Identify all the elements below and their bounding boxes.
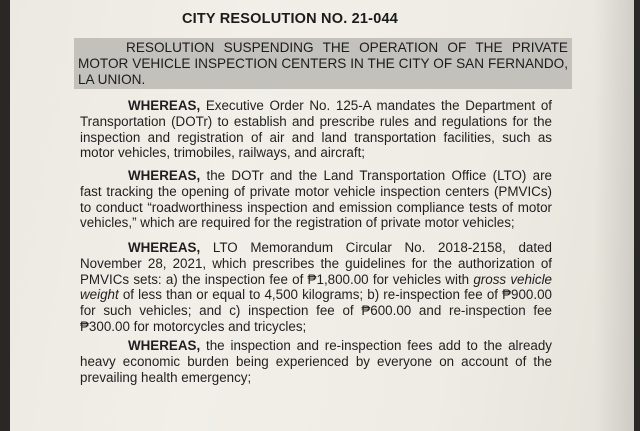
whereas-clause-3 bbox=[80, 240, 552, 335]
clause-text: Executive Order No. 125-A mandates the Department of Transportation (DOTr) to establish and prescribe rules and regulations for the inspection and registration of air and land transportation facilities, such as motor vehicles, trimobiles, railways, and aircraft; bbox=[80, 98, 552, 161]
document-title: CITY RESOLUTION NO. 21-044 bbox=[181, 11, 399, 27]
clause-text-part-2: of less than or equal to 4,500 kilograms; b) re-inspection fee of ₱900.00 for such vehicles; and c) inspection fee of ₱600.00 and re-inspection fee ₱300.00 for motorcycles and tricycles; bbox=[80, 287, 552, 334]
clause-text: the DOTr and the Land Transportation Office (LTO) are fast tracking the opening of private motor vehicle inspection centers (PMVICs) to conduct “roadworthiness inspection and emission compliance tests of motor vehicles,” which are required for the registration of private motor vehicles; bbox=[80, 168, 552, 231]
resolution-title bbox=[74, 38, 572, 89]
clause-text: the inspection and re-inspection fees add to the already heavy economic burden being experienced by everyone on account of the prevailing health emergency; bbox=[80, 338, 552, 385]
whereas-clause-1 bbox=[80, 98, 552, 161]
clause-emphasis: gross vehicle weight bbox=[80, 271, 552, 303]
whereas-clause-4 bbox=[80, 338, 552, 385]
clause-lead: WHEREAS, bbox=[128, 240, 201, 255]
resolution-title-text: RESOLUTION SUSPENDING THE OPERATION OF THE PRIVATE MOTOR VEHICLE INSPECTION CENTERS IN THE CITY OF SAN FERNANDO, LA UNION. bbox=[78, 40, 568, 87]
whereas-clause-2 bbox=[80, 168, 552, 231]
clause-lead: WHEREAS, bbox=[128, 338, 201, 353]
document-page bbox=[10, 0, 634, 431]
clause-lead: WHEREAS, bbox=[128, 168, 201, 183]
page-edge-shadow bbox=[594, 0, 634, 431]
clause-lead: WHEREAS, bbox=[128, 98, 201, 113]
clause-text-part-1: LTO Memorandum Circular No. 2018-2158, dated November 28, 2021, which prescribes the guidelines for the authorization of PMVICs sets: a) the inspection fee of ₱1,800.00 for vehicles with bbox=[80, 240, 552, 287]
